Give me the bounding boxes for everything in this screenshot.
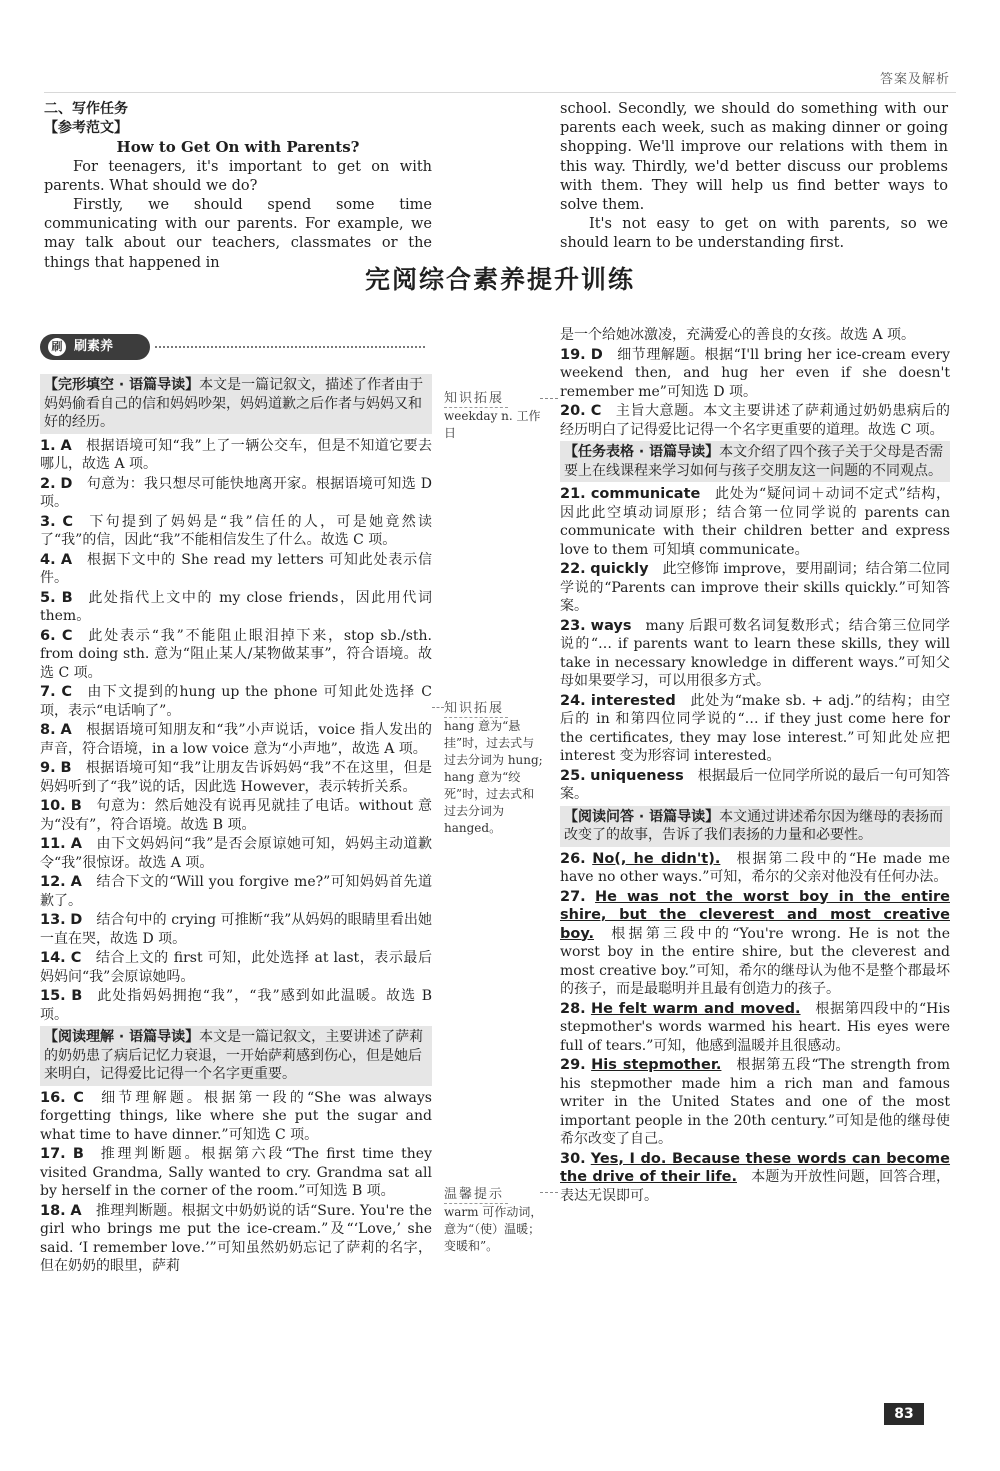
question-number: 11. [40, 836, 66, 852]
answer-item [560, 617, 950, 691]
answer-item [560, 1056, 950, 1149]
answer-explanation: 本题为开放性问题，回答合理，表达无误即可。 [560, 1169, 951, 1204]
intro-text: 本文是一篇记叙文，主要讲述了萨莉的奶奶患了病后记忆力衰退，一开始萨莉感到伤心，但是她后来明白，记得爱比记得一个名字更重要。 [44, 1029, 424, 1082]
side-note [444, 1186, 544, 1255]
answer-item [40, 551, 432, 588]
answer-explanation: 句意为：我只想尽可能快地离开家。根据语境可知选 D 项。 [40, 475, 432, 510]
answer-item [40, 873, 432, 910]
answer-explanation: 下句提到了妈妈是“我”信任的人，可是她竟然读了“我”的信，因此“我”不能相信发生了什么。故选 C 项。 [40, 513, 432, 548]
practice-badge [40, 334, 150, 360]
question-number: 17. [40, 1146, 66, 1162]
answer-item [560, 1150, 950, 1206]
note-heading: 温馨提示 [444, 1186, 508, 1204]
answer-key: C [61, 627, 73, 644]
writing-label: 【参考范文】 [44, 120, 128, 137]
answer-item [560, 767, 950, 804]
answer-key: A [60, 551, 73, 568]
note-arrow [432, 707, 444, 709]
question-number: 6. [40, 627, 56, 644]
reading-answers-continued [560, 346, 950, 440]
note-heading: 知识拓展 [444, 700, 508, 718]
essay-paragraph: It's not easy to get on with parents, so we should learn to be understanding first. [560, 216, 948, 252]
answer-explanation: 此处为“make sb. + adj.”的结构；由空后的 in 和第四位同学说的“… if they just come here for the certificates, they may lose interest.”可知此处应把 interest 变为形容词 interested。 [560, 692, 951, 764]
note-body: weekday n. 工作日 [444, 409, 541, 440]
intro-tag: 【完形填空 · 语篇导读】 [44, 377, 200, 393]
answer-explanation: 主旨大意题。本文主要讲述了萨莉通过奶奶患病后的经历明白了记得爱比记得一个名字更重要的道理。故选 C 项。 [560, 403, 951, 438]
question-number: 20. [560, 403, 586, 419]
answer-explanation: 结合句中的 crying 可推断“我”从妈妈的眼睛里看出她一直在哭，故选 D 项。 [40, 912, 432, 947]
answer-item [560, 888, 950, 999]
answer-item [40, 835, 432, 872]
answer-item [40, 1202, 432, 1276]
answer-key: D [60, 475, 73, 492]
question-number: 27. [560, 888, 586, 905]
question-number: 23. [560, 617, 586, 634]
essay-paragraph: Firstly, we should spend some time communicating with our parents. For example, we may talk about our teachers, classmates or the things that happened in [44, 197, 432, 271]
essay-paragraph: For teenagers, it's important to get on with parents. What should we do? [44, 158, 432, 194]
answer-explanation: 根据第三段中的“You're wrong. He is not the worst boy in the entire shire, but the cleverest and most creative boy.”可知，希尔的继母认为他不是整个郡最坏的孩子，而是最聪明并且最有创造力的孩子。 [560, 925, 950, 997]
question-number: 8. [40, 722, 56, 738]
answer-explanation: 由下文妈妈问“我”是否会原谅她可知，妈妈主动道歉令“我”很惊讶。故选 A 项。 [40, 836, 432, 871]
question-number: 5. [40, 589, 56, 606]
answer-item [40, 1145, 432, 1201]
answer-item [40, 627, 432, 683]
answer-item [40, 475, 432, 512]
question-number: 30. [560, 1150, 586, 1167]
question-number: 13. [40, 912, 66, 928]
answer-item [40, 949, 432, 986]
question-number: 10. [40, 798, 66, 814]
question-number: 4. [40, 551, 56, 568]
answer-key: B [70, 798, 82, 814]
answer-explanation: 由下文提到的hung up the phone 可知此处选择 C 项，表示“电话响了”。 [40, 684, 433, 719]
left-answers-column [40, 372, 432, 1277]
answer-key: B [60, 760, 72, 776]
question-number: 22. [560, 561, 586, 577]
answer-item [40, 437, 432, 474]
question-number: 14. [40, 950, 66, 966]
answer-key: B [71, 988, 83, 1004]
dotted-divider [155, 346, 425, 348]
answer-key: C [61, 684, 73, 700]
answer-item [560, 560, 950, 616]
intro-tag: 【阅读问答 · 语篇导读】 [564, 808, 720, 825]
header-section-label: 答案及解析 [879, 72, 950, 87]
question-number: 9. [40, 760, 56, 776]
question-number: 3. [40, 513, 56, 530]
qa-intro-box [560, 806, 950, 847]
question-number: 2. [40, 475, 56, 492]
answer-key: A [60, 722, 72, 738]
answer-explanation: 细节理解题。根据第一段的“She was always forgetting things, like where she put the sugar and what time to have dinner.”可知选 C 项。 [40, 1089, 432, 1143]
essay-paragraph: school. Secondly, we should do something with our parents each week, such as making dinner or going shopping. We'll improve our relations with them in this way. Thirdly, we'd better discuss our problems with them. They will help us find better ways to solve them. [560, 101, 948, 214]
answer-explanation: 结合上文的 first 可知，此处选择 at last，表示最后妈妈问“我”会原谅她吗。 [40, 950, 432, 985]
header-divider [44, 92, 956, 93]
note-arrow [540, 1192, 558, 1194]
answer-key: C [62, 513, 74, 530]
answer-key: C [70, 950, 82, 966]
intro-text: 本文通过讲述希尔因为继母的表扬而改变了的故事，告诉了我们表扬的力量和必要性。 [564, 808, 944, 843]
answer-key: B [61, 589, 73, 606]
answer-key: A [70, 836, 82, 852]
answer-item [560, 692, 950, 766]
answer-explanation: many 后跟可数名词复数形式；结合第三位同学说的“… if parents want to learn these skills, they will take in necessary knowledge in different ways.”可知父母如果要学习，可以用很多方式。 [560, 617, 951, 689]
answer-explanation: 根据语境可知朋友和“我”小声说话，voice 指人发出的声音，符合语境，in a low voice 意为“小声地”，故选 A 项。 [40, 722, 432, 757]
question-number: 26. [560, 850, 586, 867]
side-note [444, 700, 544, 837]
answer-key: interested [590, 692, 676, 709]
reading-answers [40, 1089, 432, 1276]
question-number: 24. [560, 692, 586, 709]
answer-explanation: 根据第四段中的“His stepmother's words warmed his heart. His eyes were full of tears.”可知，他感到温暖并且很感动。 [560, 1000, 950, 1054]
answer-item [40, 589, 432, 626]
intro-text: 本文介绍了四个孩子关于父母是否需要上在线课程来学习如何与孩子交朋友这一问题的不同观点。 [564, 444, 944, 479]
answer-explanation: 根据最后一位同学所说的最后一句可知答案。 [560, 767, 950, 802]
right-answers-column [560, 326, 950, 1206]
question-number: 1. [40, 437, 56, 454]
answer-key: A [70, 874, 82, 890]
reading-intro-box [40, 1026, 432, 1086]
answer-explanation: 此空修饰 improve，要用副词；结合第二位同学说的“Parents can improve their skills quickly.”可知答案。 [560, 561, 951, 614]
answer-key: He was not the worst boy in the entire shire, but the cleverest and most creative boy. [560, 888, 950, 942]
answer-explanation: 句意为：然后她没有说再见就挂了电话。without 意为“没有”，符合语境。故选 B 项。 [40, 798, 432, 833]
answer-explanation: 根据第二段中的“He made me have no other ways.”可知，希尔的父亲对他没有任何办法。 [560, 850, 950, 885]
note-body: hang 意为“悬挂”时，过去式与过去分词为 hung; hang 意为“绞死”时，过去式和过去分词为 hanged。 [444, 719, 543, 835]
note-arrow [540, 398, 558, 400]
intro-tag: 【阅读理解 · 语篇导读】 [44, 1029, 200, 1045]
writing-left-column [44, 100, 432, 273]
task-table-intro-box [560, 441, 950, 482]
question-number: 7. [40, 684, 56, 700]
answer-key: quickly [590, 561, 649, 577]
pen-icon: 刷 [48, 338, 66, 356]
answer-key: A [70, 1202, 82, 1219]
answer-item [40, 721, 432, 758]
answer-item [40, 1089, 432, 1145]
answer-item [40, 513, 432, 550]
continued-text: 是一个给她冰激凌，充满爱心的善良的女孩。故选 A 项。 [560, 327, 916, 343]
badge-label: 刷素养 [74, 339, 114, 355]
answer-explanation: 根据下文中的 She read my letters 可知此处表示信件。 [40, 551, 432, 586]
task-table-answers [560, 485, 950, 804]
answer-key: No(, he didn't). [592, 850, 721, 867]
section-title: 完阅综合素养提升训练 [364, 265, 635, 294]
answer-item [40, 797, 432, 834]
answer-key: D [590, 346, 603, 363]
intro-text: 本文是一篇记叙文，描述了作者由于妈妈偷看自己的信和妈妈吵架，妈妈道歉之后作者与妈妈又和好的经历。 [44, 377, 424, 430]
cloze-intro-box [40, 374, 432, 434]
answer-explanation: 推理判断题。根据第六段“The first time they visited Grandma, Sally wanted to cry. Grandma sat all by herself in the corner of the room.”可知选 B 项。 [40, 1146, 432, 1199]
answer-explanation: 根据语境可知“我”让朋友告诉妈妈“我”不在这里，但是妈妈听到了“我”说的话，因此选 However，表示转折关系。 [40, 760, 432, 795]
answer-explanation: 根据语境可知“我”上了一辆公交车，但是不知道它要去哪儿，故选 A 项。 [40, 437, 432, 472]
answer-key: His stepmother. [591, 1057, 722, 1073]
answer-item [560, 402, 950, 439]
essay-title: How to Get On with Parents? [116, 138, 360, 157]
answer-key: He felt warm and moved. [590, 1000, 801, 1017]
question-number: 25. [560, 767, 586, 784]
writing-heading: 二、写作任务 [44, 101, 128, 117]
answer-explanation: 此处指妈妈拥抱“我”，“我”感到如此温暖。故选 B 项。 [40, 988, 432, 1023]
answer-item [40, 759, 432, 796]
answer-item [560, 485, 950, 559]
page-number: 83 [884, 1403, 924, 1425]
question-number: 15. [40, 988, 66, 1004]
note-heading: 知识拓展 [444, 390, 508, 408]
answer-key: Yes, I do. Because these words can become the drive of their life. [560, 1150, 951, 1185]
answer-item [560, 346, 950, 402]
question-number: 21. [560, 486, 586, 502]
answer-item [560, 850, 950, 887]
answer-key: A [60, 437, 72, 454]
question-number: 28. [560, 1000, 586, 1017]
question-number: 18. [40, 1202, 66, 1219]
answer-key: B [72, 1146, 84, 1162]
question-number: 19. [560, 346, 586, 363]
qa-answers [560, 850, 950, 1206]
answer-explanation: 此处表示“我”不能阻止眼泪掉下来，stop sb./sth. from doing sth. 意为“阻止某人/某物做某事”，符合语境。故选 C 项。 [40, 627, 433, 681]
note-body: warm 可作动词，意为“（使）温暖；变暖和”。 [444, 1205, 543, 1253]
answer-key: C [590, 403, 602, 419]
answer-key: C [73, 1089, 84, 1106]
answer-explanation: 细节理解题。根据“I'll bring her ice-cream every weekend then, and hug her even if she doesn't remember me”可知选 D 项。 [560, 346, 950, 400]
answer-item [40, 987, 432, 1024]
question-number: 12. [40, 874, 66, 890]
answer-explanation: 此处指代上文中的 my close friends，因此用代词 them。 [40, 589, 432, 624]
answer-item [560, 1000, 950, 1056]
writing-right-column [560, 100, 948, 254]
answer-explanation: 根据第五段“The strength from his stepmother made him a rich man and famous writer in the United States and one of the most important people in the 20th century.”可知是他的继母使希尔改变了自己。 [560, 1057, 950, 1147]
answer-item [40, 911, 432, 948]
answer-key: D [70, 912, 83, 928]
answer-explanation: 此处为“疑问词＋动词不定式”结构，因此此空填动词原形；结合第一位同学说的 parents can communicate with their children better and express love to them 可知填 communicate。 [560, 486, 950, 558]
cloze-answers [40, 437, 432, 1025]
answer-explanation: 推理判断题。根据文中奶奶说的话“Sure. You're the girl who brings me put the ice-cream.”及“‘Love,’ she said. ‘I remember love.’”可知虽然奶奶忘记了萨莉的名字，但在奶奶的眼里，萨莉 [40, 1202, 432, 1274]
answer-item [40, 683, 432, 720]
answer-explanation: 结合下文的“Will you forgive me?”可知妈妈首先道歉了。 [40, 874, 432, 909]
intro-tag: 【任务表格 · 语篇导读】 [564, 444, 720, 460]
answer-key: uniqueness [590, 767, 684, 784]
answer-key: communicate [590, 486, 701, 502]
question-number: 29. [560, 1057, 586, 1073]
side-note [444, 390, 544, 442]
answer-key: ways [590, 617, 632, 634]
question-number: 16. [40, 1089, 66, 1106]
